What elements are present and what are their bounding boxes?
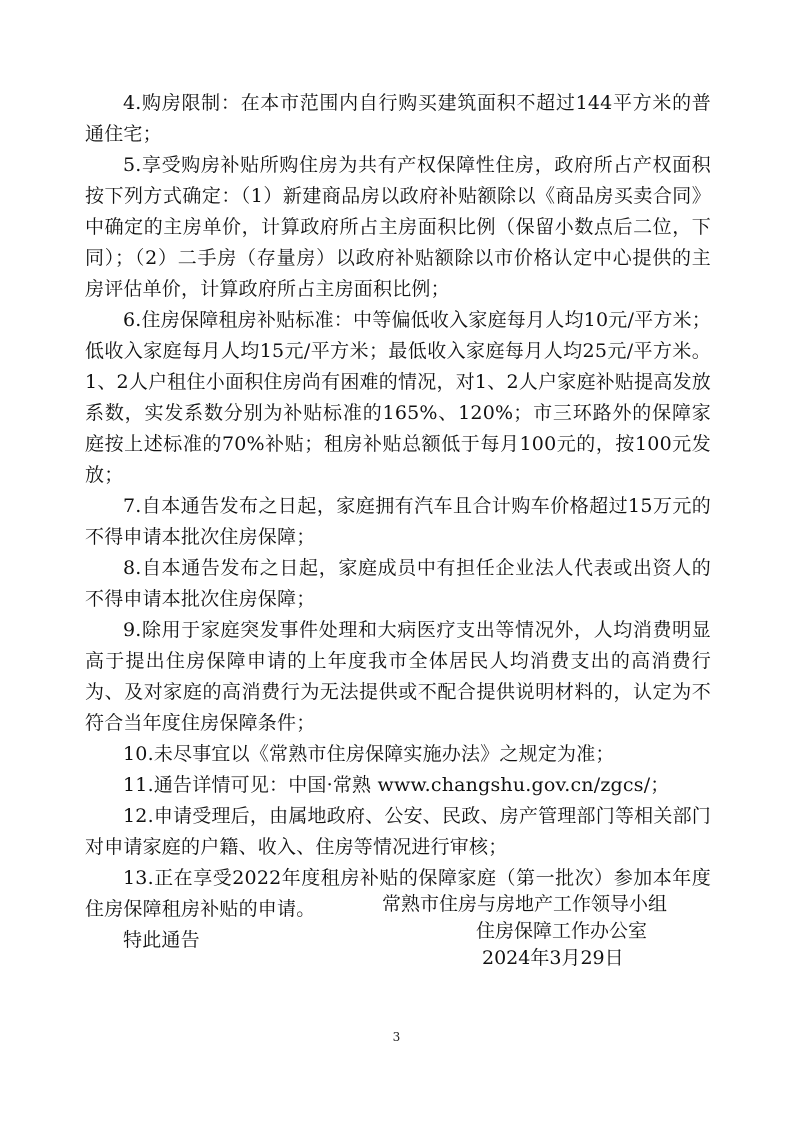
clause-12: 12.申请受理后，由属地政府、公安、民政、房产管理部门等相关部门对申请家庭的户籍、收入、住房等情况进行审核；: [85, 805, 711, 858]
clause-11: 11.通告详情可见：中国·常熟 www.changshu.gov.cn/zgcs/；: [123, 774, 670, 796]
page-number: 3: [392, 1030, 401, 1044]
clause-4: 4.购房限制：在本市范围内自行购买建筑面积不超过144平方米的普通住宅；: [85, 92, 711, 145]
clause-13: 13.正在享受2022年度租房补贴的保障家庭（第一批次）参加本年度住房保障租房补贴的申请。: [85, 867, 711, 920]
signature-office: 住房保障工作办公室: [476, 920, 648, 942]
clause-5: 5.享受购房补贴所购住房为共有产权保障性住房，政府所占产权面积按下列方式确定：（1）新建商品房以政府补贴额除以《商品房买卖合同》中确定的主房单价，计算政府所占主房面积比例（保留小数点后二位，下同）；（2）二手房（存量房）以政府补贴额除以市价格认定中心提供的主房评估单价，计算政府所占主房面积比例；: [85, 154, 711, 300]
clause-10: 10.未尽事宜以《常熟市住房保障实施办法》之规定为准；: [123, 743, 615, 765]
clause-6: 6.住房保障租房补贴标准：中等偏低收入家庭每月人均10元/平方米；低收入家庭每月人均15元/平方米；最低收入家庭每月人均25元/平方米。1、2人户租住小面积住房尚有困难的情况，对1、2人户家庭补贴提高发放系数，实发系数分别为补贴标准的165%、120%；市三环路外的保障家庭按上述标准的70%补贴；租房补贴总额低于每月100元的，按100元发放；: [85, 309, 711, 486]
clause-7: 7.自本通告发布之日起，家庭拥有汽车且合计购车价格超过15万元的不得申请本批次住房保障；: [85, 495, 711, 548]
signature-organization: 常熟市住房与房地产工作领导小组: [382, 893, 668, 915]
signature-date: 2024年3月29日: [482, 947, 624, 969]
signature-block: [380, 891, 720, 972]
clause-8: 8.自本通告发布之日起，家庭成员中有担任企业法人代表或出资人的不得申请本批次住房保障；: [85, 557, 711, 610]
notice-body: [85, 88, 711, 956]
closing-phrase: 特此通告: [123, 929, 200, 951]
clause-9: 9.除用于家庭突发事件处理和大病医疗支出等情况外，人均消费明显高于提出住房保障申请的上年度我市全体居民人均消费支出的高消费行为、及对家庭的高消费行为无法提供或不配合提供说明材料的，认定为不符合当年度住房保障条件；: [85, 619, 711, 734]
